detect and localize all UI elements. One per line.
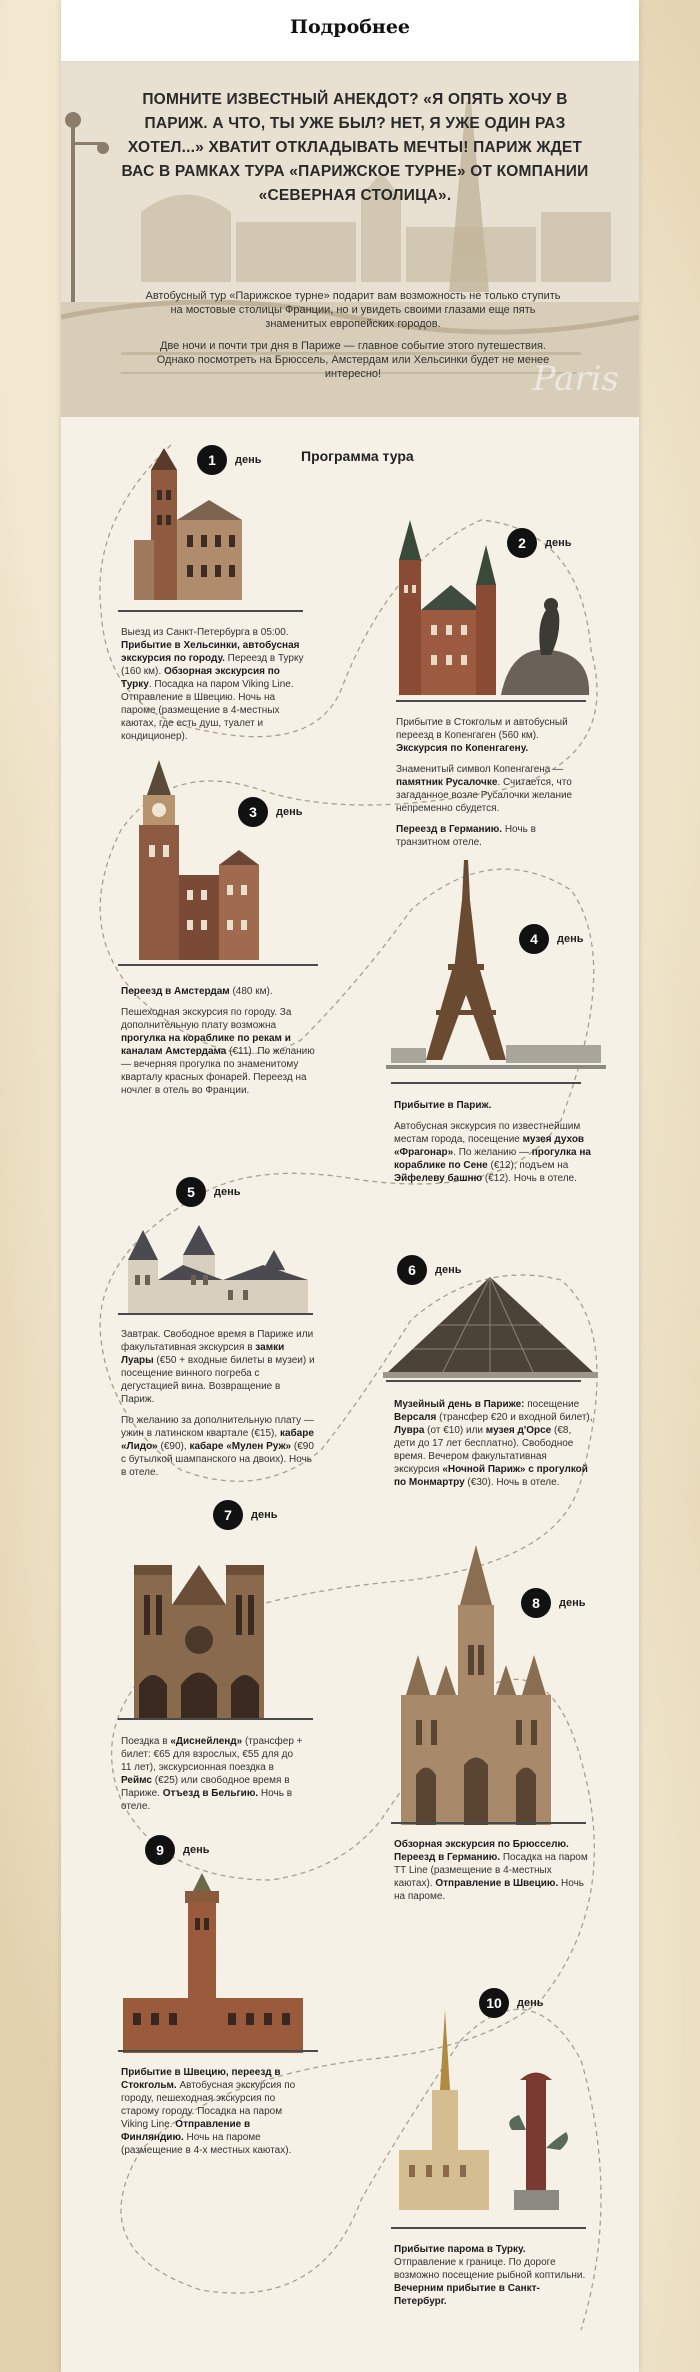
body-text: Выезд из Санкт-Петербурга в 05:00. [121, 627, 289, 638]
body-text: По желанию за дополнительную плату — ужин в латинском квартале (€15), [121, 1415, 314, 1439]
highlight-text: прогулка на кораблике по рекам и каналам Амстердама [121, 1033, 291, 1057]
highlight-text: кабаре «Мулен Руж» [189, 1441, 292, 1452]
day-label: день [559, 1597, 586, 1609]
body-text: (€90 с бутылкой шампанского на двоих). Ночь в отеле. [121, 1441, 314, 1478]
day-label: день [235, 454, 262, 466]
day-underline [118, 1718, 313, 1720]
day-10-text [394, 2243, 589, 2316]
day-4-text [394, 1099, 594, 1193]
program-title: Программа тура [301, 448, 414, 464]
highlight-text: Версаля [394, 1412, 437, 1423]
body-text: Пешеходная экскурсия по городу. За дополнительную плату возможна [121, 1007, 292, 1031]
highlight-text: музея духов «Фрагонар» [394, 1134, 585, 1158]
body-text: Ночь на пароме (размещение в 4-х местных каютах). [121, 2132, 292, 2156]
highlight-text: Обзорная экскурсия по Брюсселю. Переезд в Германию. [394, 1839, 569, 1863]
body-text: (480 км). [229, 986, 273, 997]
day-5-text [121, 1328, 316, 1487]
highlight-text: Прибытие в Париж. [394, 1100, 492, 1111]
highlight-text: Реймс [121, 1775, 152, 1786]
body-text: (€90), [157, 1441, 190, 1452]
amsterdam-tower-icon [129, 755, 264, 965]
day-6-text [394, 1398, 594, 1497]
day-badge: 3 [238, 797, 268, 827]
day-underline [396, 700, 586, 702]
day-label: день [251, 1509, 278, 1521]
loire-castle-icon [123, 1225, 308, 1315]
day-paragraph [394, 1838, 589, 1903]
highlight-text: Прибытие парома в Турку. [394, 2244, 526, 2255]
day-paragraph [121, 626, 311, 743]
body-text: Поездка в [121, 1736, 171, 1747]
day-1-text [121, 626, 311, 751]
body-text: (€12), подъем на [487, 1160, 569, 1171]
body-text: Переезд в Турку (160 км). [121, 653, 304, 677]
day-paragraph [396, 763, 586, 815]
hero-script-word: Paris [532, 359, 619, 399]
day-underline [118, 610, 303, 612]
day-7-text [121, 1735, 306, 1821]
day-badge: 2 [507, 528, 537, 558]
copenhagen-castle-mermaid-icon [391, 505, 591, 700]
highlight-text: «Диснейленд» [170, 1736, 243, 1747]
day-label: день [214, 1186, 241, 1198]
body-text: Знаменитый символ Копенгагена — [396, 764, 564, 775]
highlight-text: Прибытие в Швецию, переезд в Стокгольм. [121, 2067, 281, 2091]
highlight-text: кабаре «Лидо» [121, 1428, 314, 1452]
body-text: (от €10) или [424, 1425, 486, 1436]
highlight-text: Переезд в Германию. [396, 824, 503, 835]
helsinki-city-hall-icon [129, 440, 249, 610]
highlight-text: замки Луары [121, 1342, 285, 1366]
body-text: (€11). По желанию — вечерняя прогулка по знаменитому кварталу красных фонарей. Переезд на ночлег в отель во Франции. [121, 1046, 315, 1096]
day-badge: 9 [145, 1835, 175, 1865]
body-text: Автобусная экскурсия по известнейшим местам города, посещение [394, 1121, 581, 1145]
highlight-text: Лувра [394, 1425, 425, 1436]
day-underline [391, 2227, 586, 2229]
highlight-text: Прибытие в Хельсинки, автобусная экскурсия по городу. [121, 640, 300, 664]
day-paragraph [394, 2243, 589, 2308]
body-text: . По желанию — [453, 1147, 532, 1158]
body-text: Автобусная экскурсия по городу, пешеходная экскурсия по старому городу. Посадка на паром Viking Line. [121, 2080, 296, 2130]
day-badge: 7 [213, 1500, 243, 1530]
day-label: день [435, 1264, 462, 1276]
day-paragraph [121, 1006, 316, 1097]
highlight-text: Экскурсия по Копенгагену. [396, 743, 529, 754]
highlight-text: Музейный день в Париже: [394, 1399, 525, 1410]
day-paragraph [394, 1120, 594, 1185]
body-text: Отправление к границе. По дороге возможно посещение рыбной коптильни. [394, 2257, 586, 2281]
day-3-text [121, 985, 316, 1105]
body-text: Посадка на паром TT Line (размещение в 4-местных каютах). [394, 1852, 588, 1889]
day-underline [118, 964, 318, 966]
day-badge: 1 [197, 445, 227, 475]
day-8-text [394, 1838, 589, 1911]
body-text: . Посадка на паром Viking Line. Отправление в Швецию. Ночь на пароме (размещение в 4-местных каютах, где есть душ, туалет и кондиционер). [121, 679, 294, 742]
eiffel-tower-icon [386, 860, 606, 1085]
day-label: день [557, 933, 584, 945]
day-label: день [183, 1844, 210, 1856]
body-text: Ночь в транзитном отеле. [396, 824, 536, 848]
body-text: (€25) или свободное время в Париже. [121, 1775, 290, 1799]
highlight-text: «Ночной Париж» с прогулкой по Монмартру [394, 1464, 588, 1488]
day-paragraph [121, 1328, 316, 1406]
highlight-text: музея д'Орсе [485, 1425, 552, 1436]
day-underline [391, 1822, 586, 1824]
day-2-text [396, 716, 586, 857]
body-text: (€30). Ночь в отеле. [464, 1477, 560, 1488]
day-paragraph [121, 985, 316, 998]
page-title: Подробнее [290, 16, 410, 38]
body-text: посещение [524, 1399, 580, 1410]
day-paragraph [121, 1735, 306, 1813]
body-text: (€8, дети до 17 лет бесплатно). Свободное время. Вечером факультативная экскурсия [394, 1425, 574, 1475]
day-badge: 10 [479, 1988, 509, 2018]
brussels-city-hall-icon [396, 1545, 556, 1825]
day-paragraph [121, 2066, 306, 2157]
hero-paragraph-1: Автобусный тур «Парижское турне» подарит вам возможность не только ступить на мостовые столицы Франции, но и увидеть своими глазами еще пять знаменитых европейских городов. [145, 290, 561, 330]
day-badge: 8 [521, 1588, 551, 1618]
reims-cathedral-icon [129, 1545, 269, 1720]
day-badge: 4 [519, 924, 549, 954]
day-paragraph [394, 1099, 594, 1112]
highlight-text: Вечерним прибытие в Санкт-Петербург. [394, 2283, 540, 2307]
body-text: Ночь в отеле. [121, 1788, 293, 1812]
day-underline [386, 1380, 581, 1382]
body-text: Ночь на пароме. [394, 1878, 585, 1902]
day-label: день [276, 806, 303, 818]
day-underline [118, 1313, 313, 1315]
stockholm-city-hall-icon [123, 1873, 303, 2053]
body-text: . Считается, что загаданное возле Русалочки желание непременно сбудется. [396, 777, 573, 814]
page-content [61, 0, 639, 2372]
day-paragraph [396, 823, 586, 849]
day-9-text [121, 2066, 306, 2165]
body-text: Завтрак. Свободное время в Париже или факультативная экскурсия в [121, 1329, 314, 1353]
body-text: (трансфер €20 и входной билет), [436, 1412, 593, 1423]
day-underline [118, 2050, 318, 2052]
highlight-text: Обзорная экскурсия по Турку [121, 666, 280, 690]
body-text: (трансфер + билет: €65 для взрослых, €55 для до 11 лет), экскурсионная поездка в [121, 1736, 303, 1773]
day-paragraph [394, 1398, 594, 1489]
hero-headline: ПОМНИТЕ ИЗВЕСТНЫЙ АНЕКДОТ? «Я ОПЯТЬ ХОЧУ В ПАРИЖ. А ЧТО, ТЫ УЖЕ БЫЛ? НЕТ, Я УЖЕ ОДИН РАЗ ХОТЕЛ...» ХВАТИТ ОТКЛАДЫВАТЬ МЕЧТЫ! ПАРИЖ ЖДЕТ ВАС В РАМКАХ ТУРА «ПАРИЖСКОЕ ТУРНЕ» ОТ КОМПАНИИ «СЕВЕРНАЯ СТОЛИЦА». [121, 91, 589, 204]
body-text: (€50 + входные билеты в музеи) и посещение винного погреба с дегустацией вина. Возвращение в Париж. [121, 1355, 315, 1405]
highlight-text: Отъезд в Бельгию. [162, 1788, 259, 1799]
highlight-text: Переезд в Амстердам [121, 986, 230, 997]
day-paragraph [121, 1414, 316, 1479]
hero-paragraph-2: Две ночи и почти три дня в Париже — главное событие этого путешествия. Однако посмотреть на Брюссель, Амстердам или Хельсинки будет не менее интересно! [156, 340, 550, 380]
body-text: Прибытие в Стокгольм и автобусный переезд в Копенгаген (560 км). [396, 717, 568, 741]
highlight-text: прогулка на кораблике по Сене [394, 1147, 591, 1171]
spb-fortress-column-icon [394, 2010, 584, 2210]
highlight-text: Эйфелеву башню [394, 1173, 483, 1184]
highlight-text: Отправление в Швецию. [435, 1878, 559, 1889]
louvre-pyramid-icon [383, 1277, 598, 1382]
highlight-text: Отправление в Финляндию. [121, 2119, 251, 2143]
highlight-text: памятник Русалочке [396, 777, 498, 788]
day-underline [391, 1082, 581, 1084]
day-badge: 6 [397, 1255, 427, 1285]
day-label: день [545, 537, 572, 549]
day-badge: 5 [176, 1177, 206, 1207]
body-text: (€12). Ночь в отеле. [482, 1173, 577, 1184]
day-paragraph [396, 716, 586, 755]
day-label: день [517, 1997, 544, 2009]
